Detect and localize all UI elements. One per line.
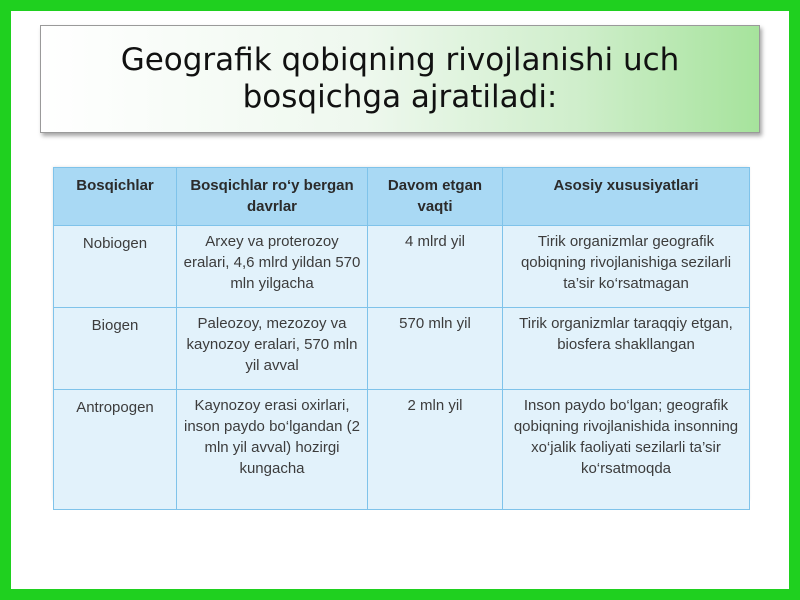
cell-duration: 2 mln yil [368, 390, 503, 510]
column-header-duration: Davom etgan vaqti [368, 168, 503, 226]
cell-stage: Antropogen [54, 390, 177, 510]
cell-features: Tirik organizmlar taraqqiy etgan, biosfera shakllangan [503, 308, 750, 390]
cell-periods: Paleozoy, mezozoy va kaynozoy eralari, 570 mln yil avval [177, 308, 368, 390]
cell-duration: 4 mlrd yil [368, 226, 503, 308]
cell-features: Tirik organizmlar geografik qobiqning rivojlanishiga sezilarli ta’sir ko‘rsatmagan [503, 226, 750, 308]
table-row [54, 226, 750, 308]
stages-table-container [53, 167, 749, 500]
cell-stage: Nobiogen [54, 226, 177, 308]
column-header-features: Asosiy xususiyatlari [503, 168, 750, 226]
column-header-stages: Bosqichlar [54, 168, 177, 226]
cell-features: Inson paydo bo‘lgan; geografik qobiqning rivojlanishida insonning xo‘jalik faoliyati sezilarli ta’sir ko‘rsatmoqda [503, 390, 750, 510]
cell-periods: Arxey va proterozoy eralari, 4,6 mlrd yildan 570 mln yilgacha [177, 226, 368, 308]
cell-stage: Biogen [54, 308, 177, 390]
cell-duration: 570 mln yil [368, 308, 503, 390]
slide-title: Geografik qobiqning rivojlanishi uch bosqichga ajratiladi: [120, 42, 680, 115]
table-row [54, 308, 750, 390]
column-header-periods: Bosqichlar ro‘y bergan davrlar [177, 168, 368, 226]
title-box [40, 25, 760, 133]
cell-periods: Kaynozoy erasi oxirlari, inson paydo bo‘lgandan (2 mln yil avval) hozirgi kungacha [177, 390, 368, 510]
table-row [54, 390, 750, 510]
stages-table [53, 167, 750, 510]
table-header-row [54, 168, 750, 226]
